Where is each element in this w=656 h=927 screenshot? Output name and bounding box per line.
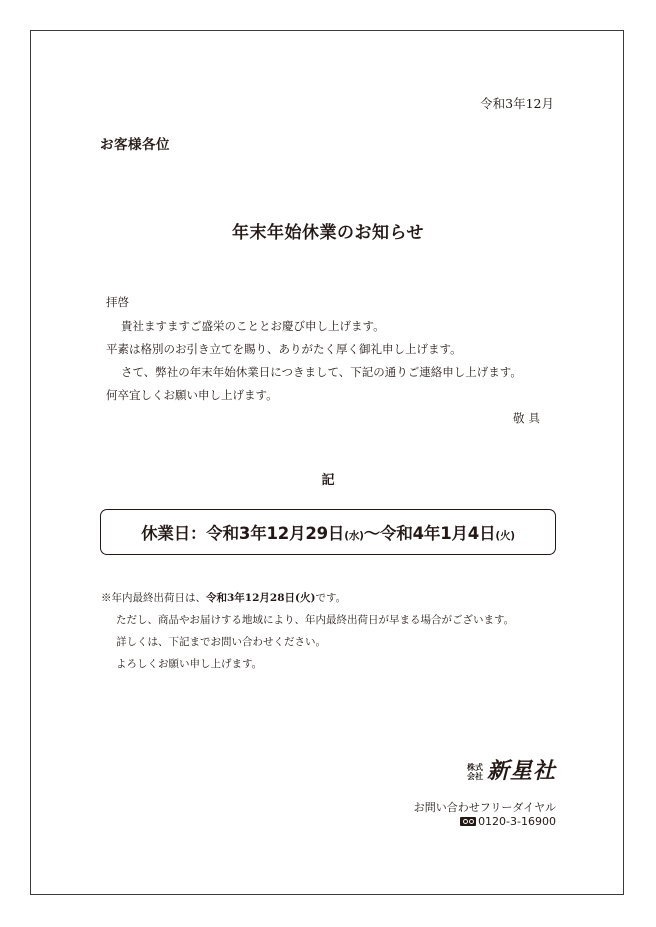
letter-line: さて、弊社の年末年始休業日につきまして、下記の通りご連絡申し上げます。 — [121, 365, 522, 379]
phone-line — [460, 815, 556, 828]
contact-label: お問い合わせフリーダイヤル — [413, 801, 556, 814]
holiday-period — [141, 520, 515, 544]
page-title: 年末年始休業のお知らせ — [232, 223, 424, 243]
holiday-separator: 〜令和 — [363, 524, 413, 543]
holiday-start-day: (水) — [344, 530, 364, 542]
holiday-period-box — [100, 509, 556, 555]
note-suffix: です。 — [315, 592, 347, 604]
note-line: ただし、商品やお届けする地域により、年内最終出荷日が早まる場合がございます。 — [116, 614, 515, 626]
company-kind-top: 株式 — [466, 763, 483, 772]
note-line: よろしくお願い申し上げます。 — [116, 658, 263, 670]
holiday-end-day: (火) — [495, 530, 515, 542]
freedial-icon — [460, 817, 476, 826]
company-logo — [467, 761, 556, 783]
company-kind-bottom: 会社 — [466, 772, 483, 781]
letter-greeting: 拝啓 — [106, 295, 129, 309]
company-kind — [467, 763, 483, 781]
phone-number: 0120-3-16900 — [478, 815, 556, 828]
company-name: 新星社 — [486, 759, 556, 784]
letter-closing: 敬具 — [513, 411, 544, 425]
ki-heading: 記 — [321, 473, 335, 488]
holiday-end: 4年1月4日 — [412, 524, 496, 543]
note-line-shipping — [101, 590, 346, 605]
holiday-start: 3年12月29日 — [238, 524, 345, 543]
letter-line: 何卒宜しくお願い申し上げます。 — [106, 388, 278, 402]
holiday-prefix: 休業日：令和 — [141, 524, 239, 543]
letter-line: 貴社ますますご盛栄のこととお慶び申し上げます。 — [121, 319, 385, 333]
note-prefix: ※年内最終出荷日は、 — [101, 592, 206, 604]
letter-line: 平素は格別のお引き立てを賜り、ありがたく厚く御礼申し上げます。 — [106, 342, 462, 356]
note-line: 詳しくは、下記までお問い合わせください。 — [116, 636, 326, 648]
recipient: お客様各位 — [100, 137, 170, 153]
note-last-shipping-date: 令和3年12月28日(火) — [206, 592, 316, 604]
issue-date: 令和3年12月 — [480, 96, 554, 111]
